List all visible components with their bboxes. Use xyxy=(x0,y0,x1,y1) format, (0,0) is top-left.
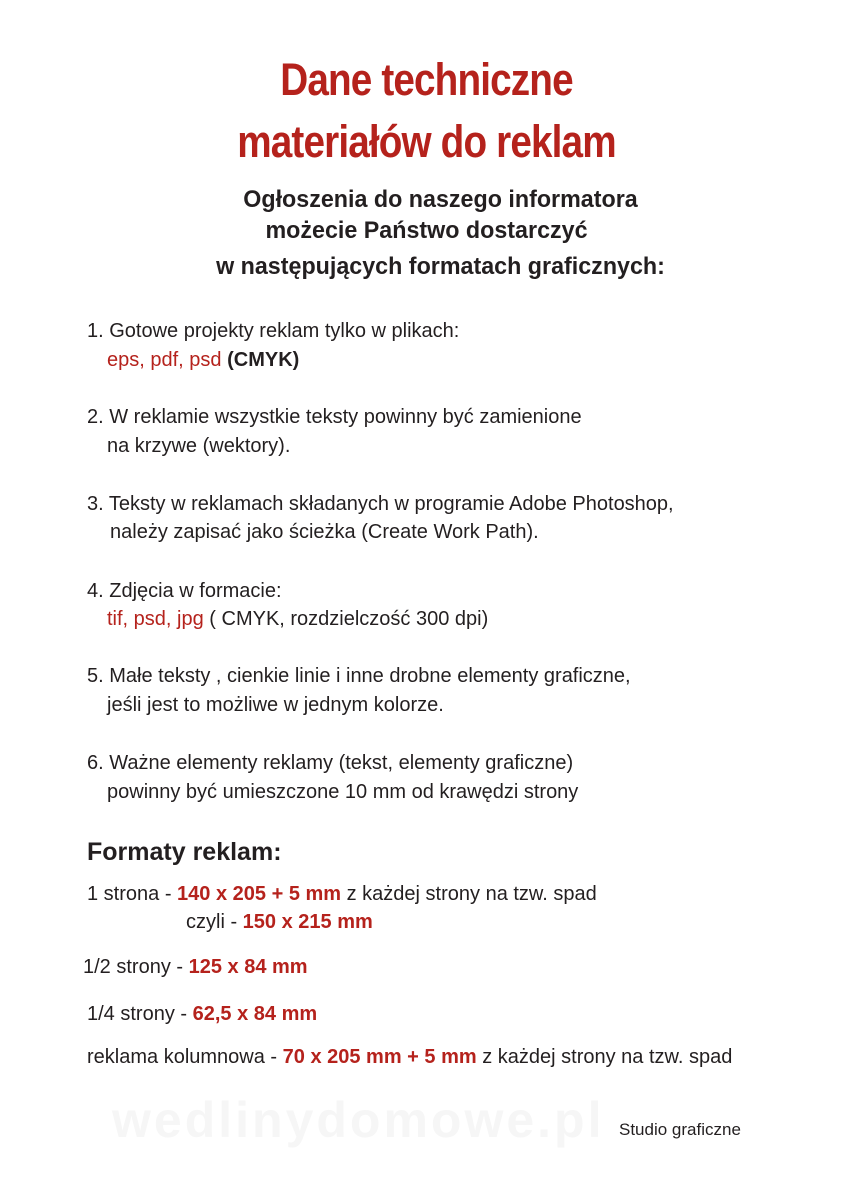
item-3-text: 3. Teksty w reklamach składanych w programie Adobe Photoshop, xyxy=(87,493,674,515)
item-2-text-cont: na krzywe (wektory). xyxy=(107,435,291,457)
format-column-value: 70 x 205 mm + 5 mm xyxy=(282,1046,477,1068)
item-2-text: 2. W reklamie wszystkie teksty powinny być zamienione xyxy=(87,406,582,428)
formats-heading: Formaty reklam: xyxy=(87,838,282,866)
format-column xyxy=(87,1045,732,1069)
item-4-specs: ( CMYK, rozdzielczość 300 dpi) xyxy=(209,608,489,630)
item-4-text: 4. Zdjęcia w formacie: xyxy=(87,580,282,602)
format-quarter-page xyxy=(87,1002,317,1026)
format-half-label: 1/2 strony - xyxy=(83,956,184,978)
item-5-text-cont: jeśli jest to możliwe w jednym kolorze. xyxy=(107,694,444,716)
format-half-value: 125 x 84 mm xyxy=(188,956,308,978)
item-4-formats xyxy=(107,607,488,631)
format-full-page xyxy=(87,882,597,906)
format-full-value: 140 x 205 + 5 mm xyxy=(177,883,342,905)
item-1-file-types: eps, pdf, psd xyxy=(107,349,222,371)
subtitle-line-3: w następujących formatach graficznych: xyxy=(216,253,665,280)
item-3-text-cont: należy zapisać jako ścieżka (Create Work Path). xyxy=(110,521,539,543)
item-5-text: 5. Małe teksty , cienkie linie i inne drobne elementy graficzne, xyxy=(87,665,631,687)
footer-studio: Studio graficzne xyxy=(619,1120,741,1139)
subtitle-line-2: możecie Państwo dostarczyć xyxy=(265,217,588,244)
title-line-2: materiałów do reklam xyxy=(237,116,616,167)
format-full-label: 1 strona - xyxy=(87,883,172,905)
item-6-text-cont: powinny być umieszczone 10 mm od krawędzi strony xyxy=(107,781,579,803)
item-1-formats xyxy=(107,348,299,372)
format-quarter-value: 62,5 x 84 mm xyxy=(192,1003,318,1025)
format-full-alt-label: czyli - xyxy=(186,911,238,933)
title-line-1: Dane techniczne xyxy=(280,54,573,105)
item-4-file-types: tif, psd, jpg xyxy=(107,608,204,630)
format-full-suffix: z każdej strony na tzw. spad xyxy=(346,883,597,905)
item-1-text: 1. Gotowe projekty reklam tylko w plikach: xyxy=(87,320,460,342)
format-full-page-alt xyxy=(186,910,373,934)
format-column-label: reklama kolumnowa - xyxy=(87,1046,278,1068)
format-quarter-label: 1/4 strony - xyxy=(87,1003,188,1025)
subtitle-line-1: Ogłoszenia do naszego informatora xyxy=(243,186,638,213)
item-6-text: 6. Ważne elementy reklamy (tekst, elementy graficzne) xyxy=(87,752,574,774)
format-half-page xyxy=(83,955,308,979)
format-column-suffix: z każdej strony na tzw. spad xyxy=(482,1046,733,1068)
format-full-alt-value: 150 x 215 mm xyxy=(242,911,373,933)
item-1-color-mode: (CMYK) xyxy=(227,349,300,371)
watermark: wedlinydomowe.pl xyxy=(112,1092,605,1148)
